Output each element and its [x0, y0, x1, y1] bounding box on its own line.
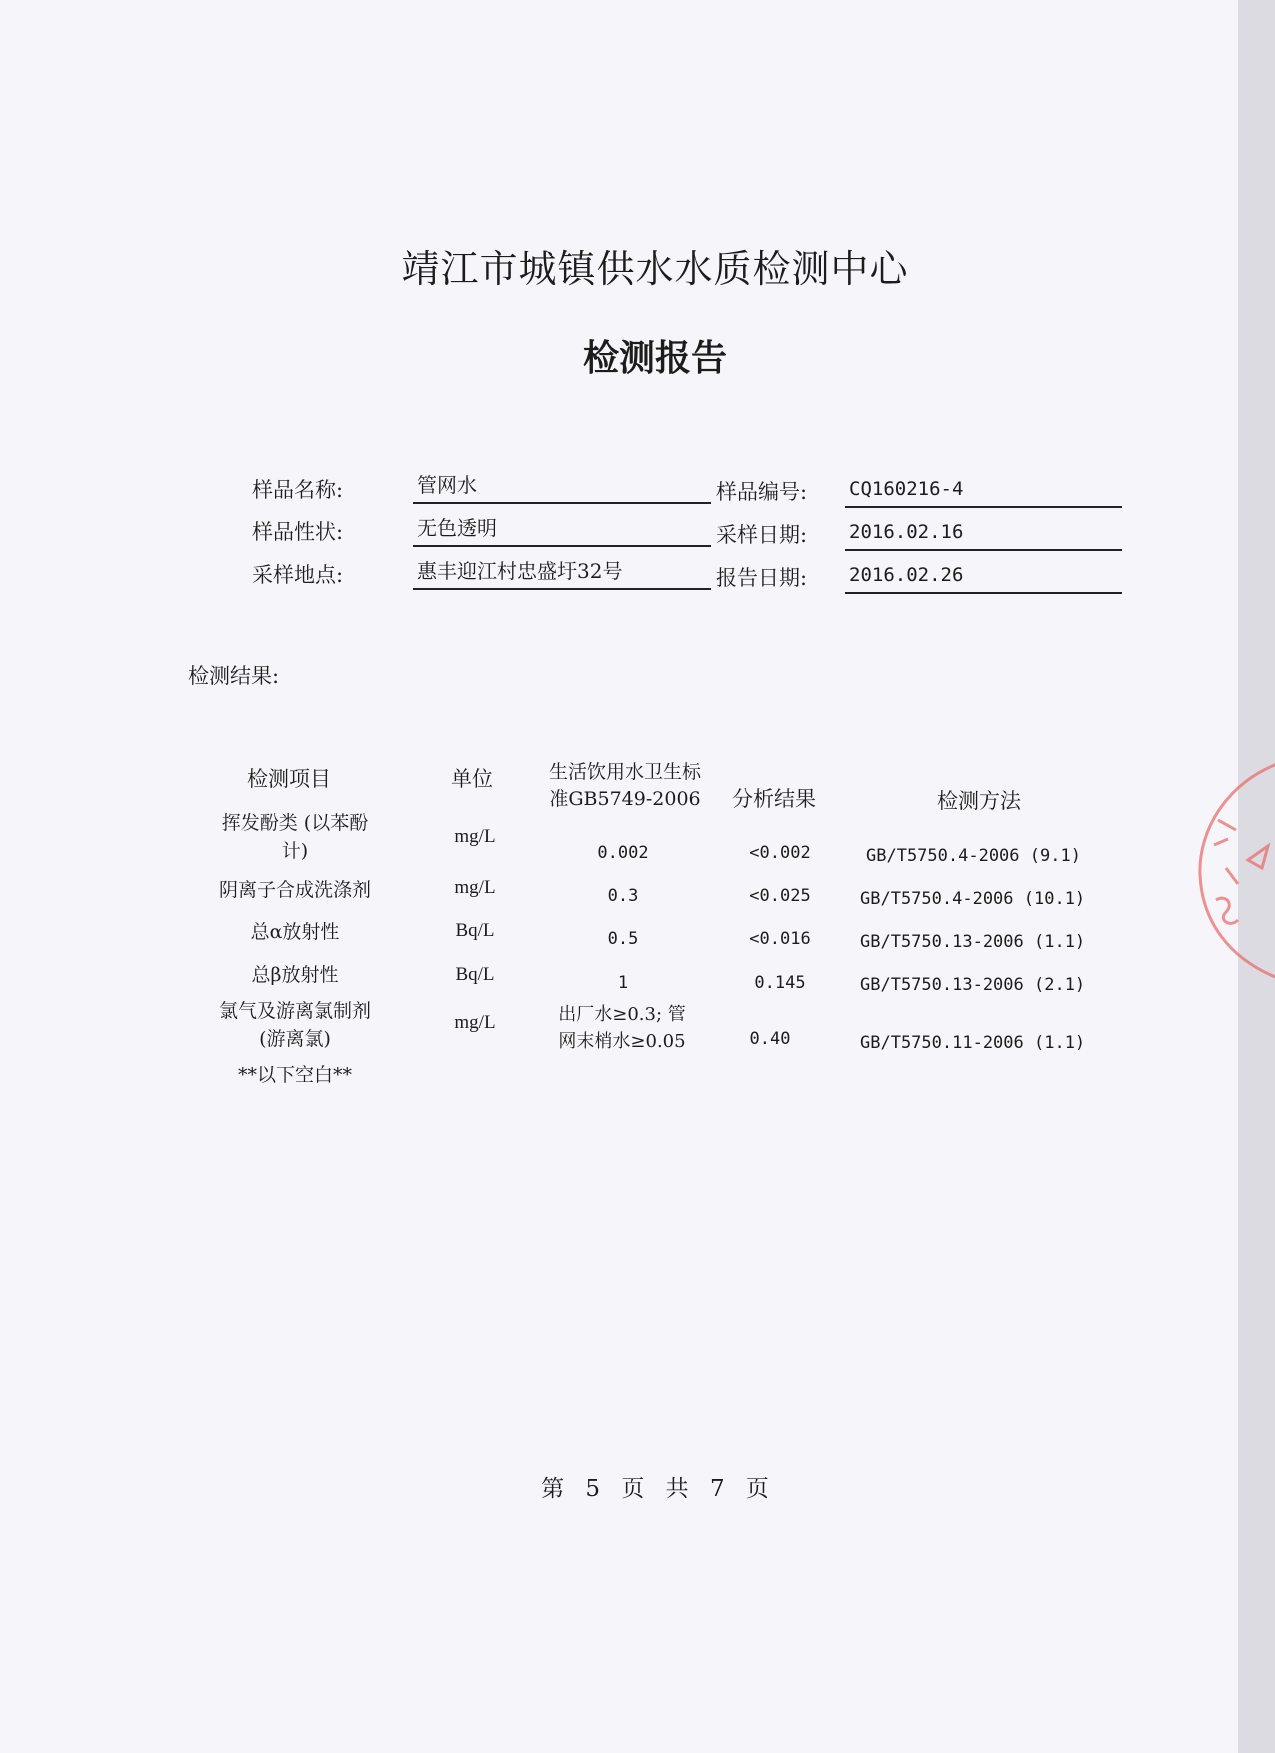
sample-id-value: CQ160216-4 — [845, 474, 1122, 508]
table-row-3-standard: 0.5 — [607, 929, 639, 949]
seal-stamp-strokes — [1200, 762, 1275, 980]
column-header-method: 检测方法 — [937, 789, 1021, 813]
sampling-date-label: 采样日期: — [716, 523, 808, 547]
table-row-1-standard: 0.002 — [597, 843, 649, 863]
seal-stamp-icon — [1188, 750, 1275, 990]
table-row-3-method: GB/T5750.13-2006 (1.1) — [860, 932, 1086, 952]
table-end-marker: **以下空白** — [237, 1064, 352, 1086]
table-row-4-method: GB/T5750.13-2006 (2.1) — [860, 975, 1086, 995]
table-row-2-result: <0.025 — [749, 886, 811, 906]
table-row-1-item-line1: 挥发酚类 (以苯酚 — [221, 812, 369, 834]
report-date-value: 2016.02.26 — [845, 560, 1122, 594]
table-row-1-result: <0.002 — [749, 843, 811, 863]
results-section-label: 检测结果: — [188, 664, 280, 688]
report-title: 检测报告 — [582, 338, 727, 379]
sampling-location-value: 惠丰迎江村忠盛圩32号 — [413, 556, 711, 590]
table-row-1-method: GB/T5750.4-2006 (9.1) — [866, 846, 1081, 866]
table-row-2-standard: 0.3 — [607, 886, 639, 906]
table-row-4-standard: 1 — [617, 973, 629, 993]
column-header-unit: 单位 — [451, 767, 493, 791]
sample-id-label: 样品编号: — [716, 480, 808, 504]
table-row-5-standard-line2: 网末梢水≥0.05 — [558, 1031, 686, 1052]
table-row-1-unit: mg/L — [454, 826, 496, 847]
table-row-3-item-line1: 总α放射性 — [250, 921, 340, 943]
table-row-2-unit: mg/L — [454, 877, 496, 898]
table-row-5-item-line2: (游离氯) — [259, 1028, 331, 1050]
column-header-standard-line2: 准GB5749-2006 — [549, 788, 701, 810]
table-row-2-method: GB/T5750.4-2006 (10.1) — [860, 889, 1086, 909]
table-row-3-result: <0.016 — [749, 929, 811, 949]
sampling-date-value: 2016.02.16 — [845, 517, 1122, 551]
table-row-1-item-line2: 计) — [281, 840, 309, 862]
table-row-5-unit: mg/L — [454, 1012, 496, 1033]
report-date-label: 报告日期: — [716, 566, 808, 590]
column-header-standard-line1: 生活饮用水卫生标 — [548, 761, 701, 783]
sample-name-value: 管网水 — [413, 470, 711, 504]
sample-appearance-value: 无色透明 — [413, 513, 711, 547]
table-row-4-item-line1: 总β放射性 — [251, 964, 339, 986]
sampling-location-label: 采样地点: — [252, 563, 344, 587]
table-row-3-unit: Bq/L — [455, 920, 495, 941]
sample-appearance-label: 样品性状: — [252, 520, 344, 544]
table-row-5-method: GB/T5750.11-2006 (1.1) — [860, 1033, 1086, 1053]
table-row-2-item-line1: 阴离子合成洗涤剂 — [218, 879, 371, 901]
column-header-item: 检测项目 — [247, 767, 331, 791]
sample-name-label: 样品名称: — [252, 478, 344, 502]
organization-name: 靖江市城镇供水水质检测中心 — [401, 247, 909, 291]
column-header-result: 分析结果 — [732, 787, 816, 811]
table-row-4-result: 0.145 — [754, 973, 806, 993]
table-row-5-standard-line1: 出厂水≥0.3; 管 — [558, 1004, 686, 1025]
table-row-5-result: 0.40 — [749, 1029, 791, 1049]
table-row-5-item-line1: 氯气及游离氯制剂 — [218, 1000, 371, 1022]
page-number: 第 5 页 共 7 页 — [541, 1476, 769, 1502]
table-row-4-unit: Bq/L — [455, 964, 495, 985]
